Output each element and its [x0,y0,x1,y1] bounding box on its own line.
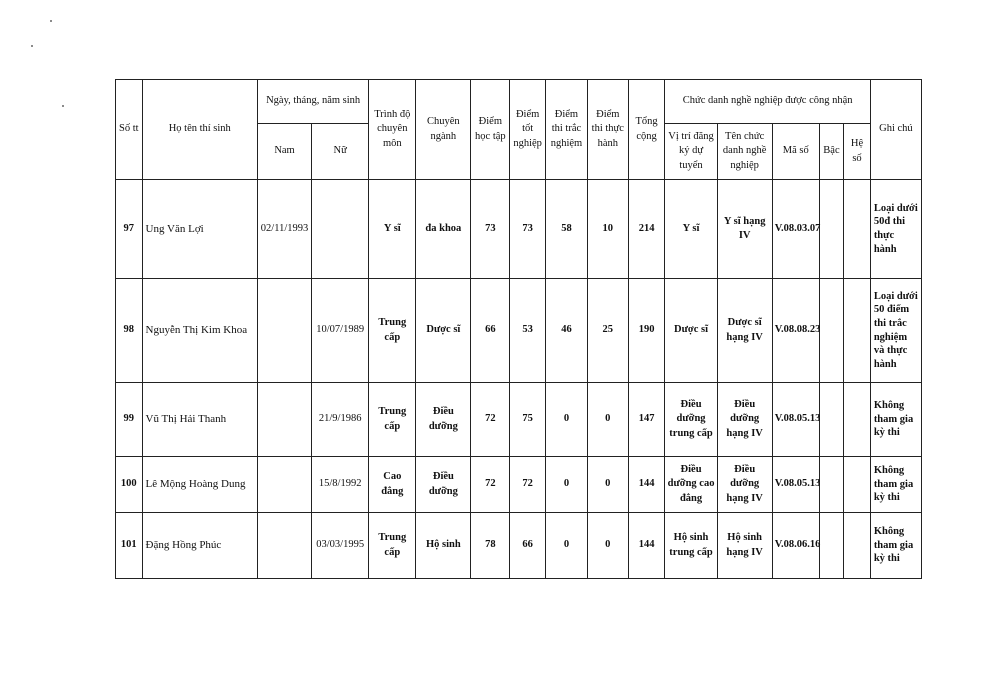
cell-dob-female: 21/9/1986 [312,383,369,457]
cell-score-practice: 0 [587,457,628,513]
cell-note: Loại dưới 50 điểm thi trắc nghiệm và thực hành [870,279,921,383]
cell-score-mcq: 0 [546,457,588,513]
header-male: Nam [257,124,311,180]
scan-speck [50,20,52,22]
cell-score-practice: 0 [587,513,628,579]
scan-speck [31,45,33,47]
cell-stt: 100 [116,457,143,513]
cell-title: Y sĩ hạng IV [717,180,772,279]
header-score-grad: Điểm tốt nghiệp [510,80,546,180]
cell-score-mcq: 58 [546,180,588,279]
header-code: Mã số [772,124,819,180]
table-row [116,513,922,579]
cell-position: Điều dưỡng cao đẳng [665,457,717,513]
cell-code: V.08.06.16 [772,513,819,579]
cell-position: Điều dưỡng trung cấp [665,383,717,457]
header-major: Chuyên ngành [416,80,471,180]
cell-score-practice: 25 [587,279,628,383]
cell-level: Trung cấp [369,279,416,383]
header-title-group: Chức danh nghề nghiệp được công nhận [665,80,870,124]
cell-dob-male [257,457,311,513]
cell-score-mcq: 0 [546,513,588,579]
cell-total: 144 [628,513,665,579]
cell-coef [844,279,871,383]
table-row [116,383,922,457]
cell-major: Điều dưỡng [416,383,471,457]
cell-rank [819,383,844,457]
header-stt: Số tt [116,80,143,180]
cell-stt: 99 [116,383,143,457]
cell-code: V.08.05.13 [772,383,819,457]
cell-score-study: 72 [471,383,510,457]
cell-position: Hộ sinh trung cấp [665,513,717,579]
cell-major: Hộ sinh [416,513,471,579]
header-coef: Hệ số [844,124,871,180]
cell-rank [819,457,844,513]
cell-rank [819,513,844,579]
cell-total: 190 [628,279,665,383]
header-rank: Bậc [819,124,844,180]
cell-stt: 97 [116,180,143,279]
header-total: Tổng cộng [628,80,665,180]
cell-rank [819,279,844,383]
cell-dob-male [257,383,311,457]
cell-note: Không tham gia kỳ thi [870,457,921,513]
header-title-name: Tên chức danh nghề nghiệp [717,124,772,180]
cell-score-grad: 73 [510,180,546,279]
cell-dob-female [312,180,369,279]
cell-name: Nguyễn Thị Kim Khoa [142,279,257,383]
cell-score-mcq: 46 [546,279,588,383]
cell-score-practice: 10 [587,180,628,279]
cell-total: 214 [628,180,665,279]
header-dob: Ngày, tháng, năm sinh [257,80,368,124]
cell-title: Dược sĩ hạng IV [717,279,772,383]
cell-score-study: 72 [471,457,510,513]
table-row [116,457,922,513]
cell-score-mcq: 0 [546,383,588,457]
cell-total: 147 [628,383,665,457]
cell-code: V.08.08.23 [772,279,819,383]
cell-name: Vũ Thị Hải Thanh [142,383,257,457]
cell-title: Điều dưỡng hạng IV [717,457,772,513]
cell-dob-female: 15/8/1992 [312,457,369,513]
cell-level: Cao đẳng [369,457,416,513]
cell-stt: 98 [116,279,143,383]
cell-position: Dược sĩ [665,279,717,383]
cell-coef [844,180,871,279]
cell-note: Không tham gia kỳ thi [870,383,921,457]
cell-note: Loại dưới 50đ thi thực hành [870,180,921,279]
cell-level: Trung cấp [369,383,416,457]
cell-title: Điều dưỡng hạng IV [717,383,772,457]
header-score-study: Điểm học tập [471,80,510,180]
cell-position: Y sĩ [665,180,717,279]
cell-rank [819,180,844,279]
cell-dob-female: 03/03/1995 [312,513,369,579]
cell-name: Đặng Hồng Phúc [142,513,257,579]
candidate-results-table [115,79,922,579]
cell-score-grad: 66 [510,513,546,579]
cell-coef [844,457,871,513]
cell-name: Lê Mộng Hoàng Dung [142,457,257,513]
cell-name: Ung Văn Lợi [142,180,257,279]
cell-score-study: 66 [471,279,510,383]
cell-code: V.08.03.07 [772,180,819,279]
cell-score-practice: 0 [587,383,628,457]
cell-code: V.08.05.13 [772,457,819,513]
cell-coef [844,513,871,579]
cell-title: Hộ sinh hạng IV [717,513,772,579]
scan-speck [62,105,64,107]
cell-dob-female: 10/07/1989 [312,279,369,383]
cell-dob-male: 02/11/1993 [257,180,311,279]
cell-score-grad: 53 [510,279,546,383]
cell-major: Điều dưỡng [416,457,471,513]
header-name: Họ tên thí sinh [142,80,257,180]
cell-dob-male [257,279,311,383]
cell-note: Không tham gia kỳ thi [870,513,921,579]
cell-coef [844,383,871,457]
header-position: Vị trí đăng ký dự tuyển [665,124,717,180]
header-score-mcq: Điểm thi trắc nghiệm [546,80,588,180]
cell-total: 144 [628,457,665,513]
table-row [116,180,922,279]
cell-major: Dược sĩ [416,279,471,383]
cell-score-study: 73 [471,180,510,279]
table-row [116,279,922,383]
cell-score-grad: 72 [510,457,546,513]
cell-stt: 101 [116,513,143,579]
header-female: Nữ [312,124,369,180]
header-level: Trình độ chuyên môn [369,80,416,180]
header-note: Ghi chú [870,80,921,180]
cell-dob-male [257,513,311,579]
cell-score-grad: 75 [510,383,546,457]
cell-level: Y sĩ [369,180,416,279]
header-row-1 [116,80,922,124]
header-score-practice: Điểm thi thực hành [587,80,628,180]
cell-major: đa khoa [416,180,471,279]
cell-level: Trung cấp [369,513,416,579]
cell-score-study: 78 [471,513,510,579]
